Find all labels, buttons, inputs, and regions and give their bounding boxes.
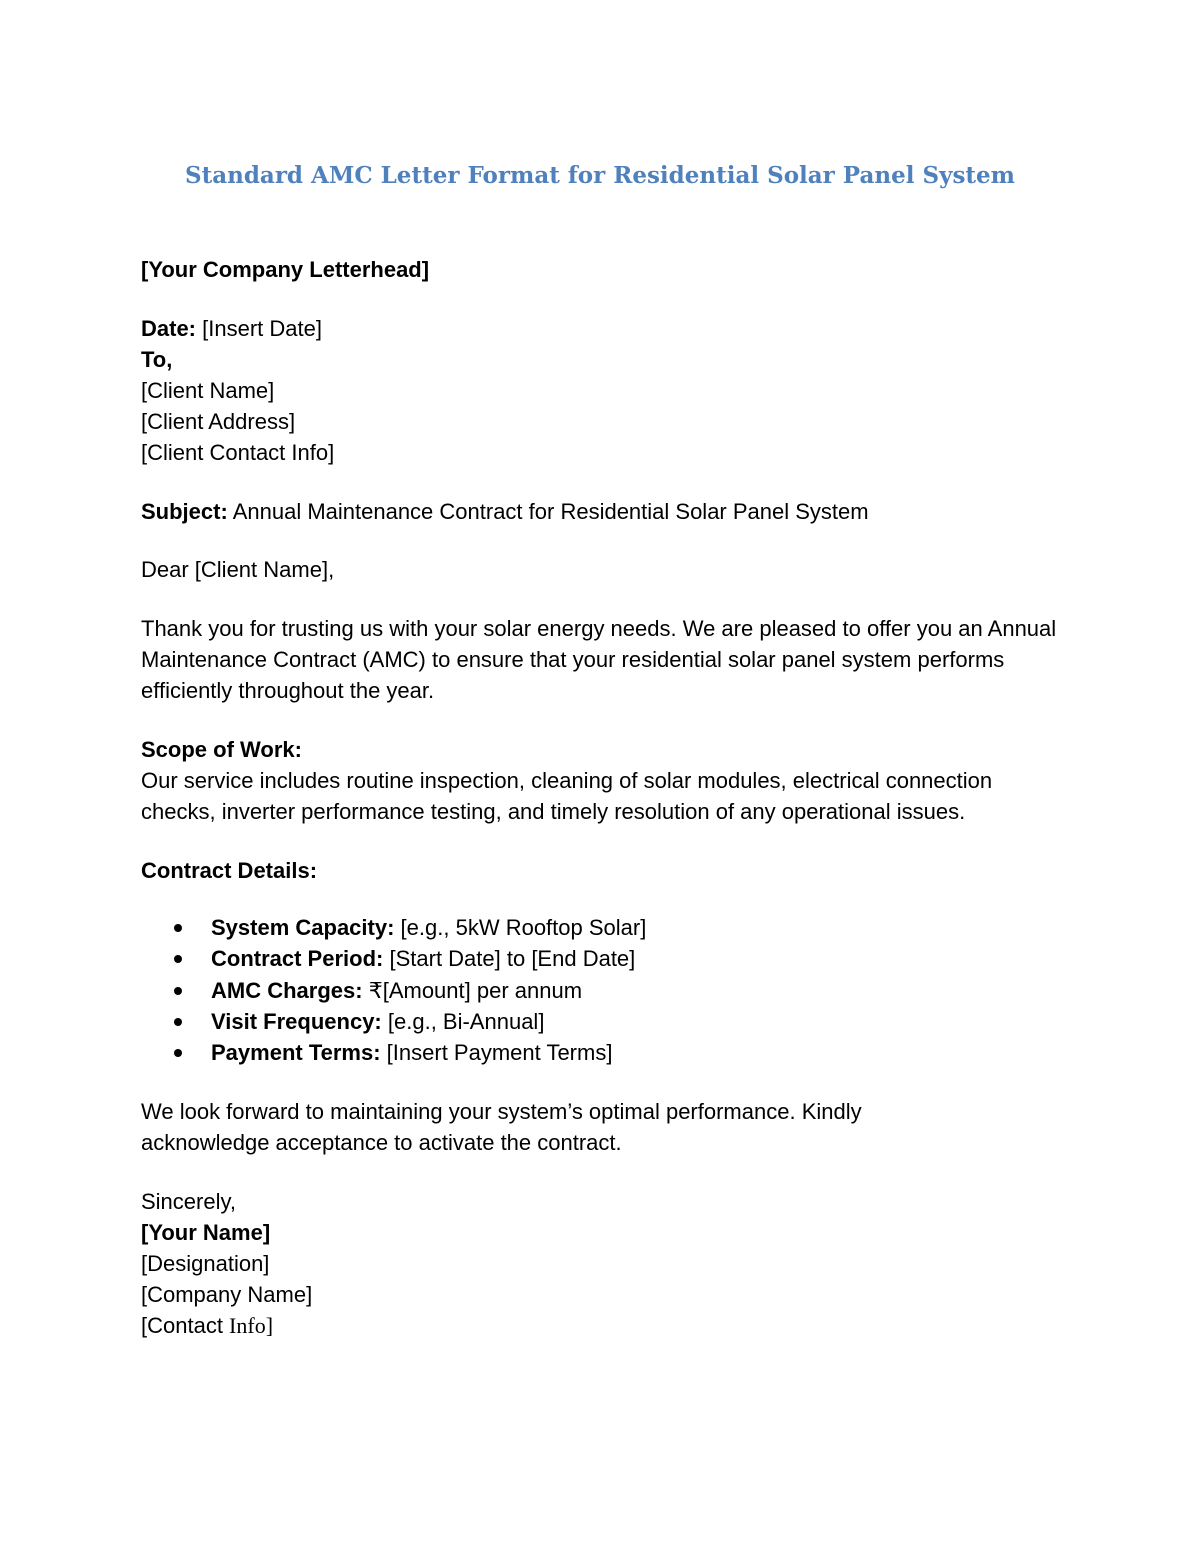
item-value: [e.g., 5kW Rooftop Solar] bbox=[400, 915, 647, 940]
list-item bbox=[141, 912, 1041, 943]
item-label: System Capacity: bbox=[211, 915, 395, 940]
item-label: Visit Frequency: bbox=[211, 1008, 382, 1034]
sender-name: [Your Name] bbox=[141, 1220, 271, 1245]
date-line bbox=[141, 313, 1081, 344]
bullet-icon bbox=[174, 1018, 182, 1026]
subject-label: Subject: bbox=[141, 499, 228, 524]
contact-prefix: [Contact bbox=[141, 1313, 230, 1338]
date-label: Date: bbox=[141, 316, 197, 341]
contact-suffix: Info] bbox=[229, 1313, 274, 1338]
letterhead-block bbox=[141, 254, 1081, 285]
document-title: Standard AMC Letter Format for Residential Solar Panel System bbox=[184, 162, 1016, 189]
item-value: [Insert Payment Terms] bbox=[386, 1040, 613, 1066]
contract-details-list bbox=[141, 912, 1041, 1068]
recipient-block bbox=[141, 313, 1081, 468]
intro-paragraph: Thank you for trusting us with your solar energy needs. We are pleased to offer you an Annual Maintenance Contract (AMC) to ensure that your residential solar panel system performs efficiently throughout the year. bbox=[141, 616, 1057, 703]
letterhead: [Your Company Letterhead] bbox=[141, 257, 430, 282]
closing-paragraph: We look forward to maintaining your system’s optimal performance. Kindly acknowledge acceptance to activate the contract. bbox=[141, 1099, 862, 1155]
to-label: To, bbox=[141, 347, 173, 372]
bullet-icon bbox=[174, 1049, 182, 1057]
list-item bbox=[141, 1037, 1041, 1068]
item-value: [Start Date] to [End Date] bbox=[389, 946, 636, 972]
item-label: AMC Charges: bbox=[211, 977, 363, 1003]
greeting bbox=[141, 554, 1081, 585]
scope-heading: Scope of Work: bbox=[141, 737, 302, 762]
item-value: ₹[Amount] per annum bbox=[368, 977, 583, 1003]
signature-block bbox=[141, 1186, 1081, 1341]
item-value: [e.g., Bi-Annual] bbox=[387, 1008, 545, 1034]
list-item bbox=[141, 1006, 1041, 1037]
scope-section bbox=[141, 734, 1081, 827]
client-name: [Client Name] bbox=[141, 378, 275, 403]
sender-company: [Company Name] bbox=[141, 1282, 313, 1307]
item-label: Contract Period: bbox=[211, 946, 384, 972]
item-label: Payment Terms: bbox=[211, 1040, 381, 1066]
subject-value: Annual Maintenance Contract for Residential Solar Panel System bbox=[232, 499, 869, 524]
sender-contact bbox=[141, 1310, 1081, 1341]
list-item bbox=[141, 943, 1041, 974]
list-item bbox=[141, 975, 1041, 1006]
date-value: [Insert Date] bbox=[202, 316, 322, 341]
scope-text: Our service includes routine inspection, cleaning of solar modules, electrical connection checks, inverter performance testing, and timely resolution of any operational issues. bbox=[141, 768, 993, 824]
subject-line bbox=[141, 496, 1081, 527]
sincerely: Sincerely, bbox=[141, 1189, 236, 1214]
bullet-icon bbox=[174, 924, 182, 932]
sender-designation: [Designation] bbox=[141, 1251, 270, 1276]
contract-heading-block bbox=[141, 855, 1081, 886]
contract-heading: Contract Details: bbox=[141, 858, 318, 883]
bullet-icon bbox=[174, 987, 182, 995]
client-address: [Client Address] bbox=[141, 409, 296, 434]
client-contact: [Client Contact Info] bbox=[141, 440, 335, 465]
greeting-text: Dear [Client Name], bbox=[141, 557, 335, 582]
bullet-icon bbox=[174, 955, 182, 963]
